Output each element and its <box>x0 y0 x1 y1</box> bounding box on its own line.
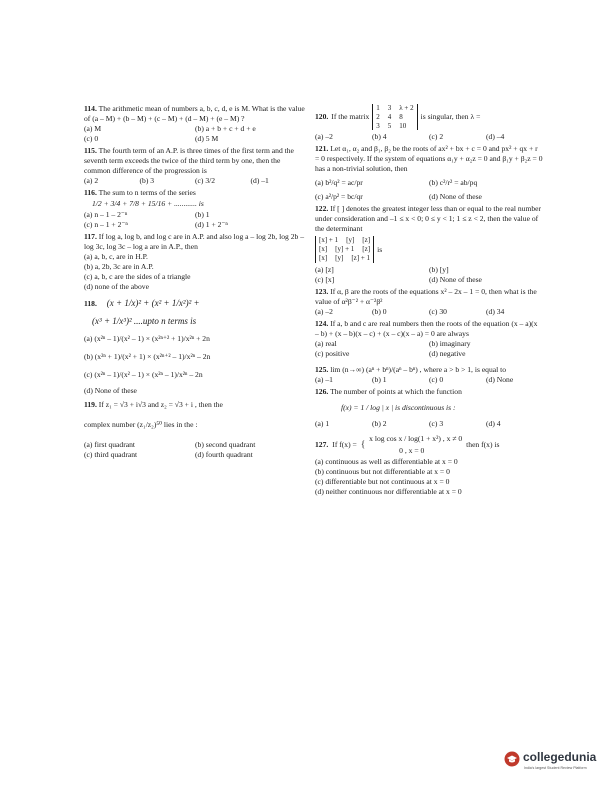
option: (d) 1 + 2⁻ⁿ <box>195 220 228 230</box>
determinant: [x] + 1 [y] [z] [x] [y] + 1 [z] [x] [y] [z] + 1 <box>315 236 374 262</box>
option: (d) none of the above <box>84 282 149 292</box>
option: (c) 0 <box>429 374 444 384</box>
question-119: 119. If z₁ = √3 + i√3 and z₂ = √3 + i , then the complex number (z₁/z₂)⁵⁰ lies in the : (a) first quadrant (b) second quadrant (c) third quadrant (d) fourth quadrant <box>84 400 306 460</box>
question-117: 117. If log a, log b, and log c are in A.P. and also log a – log 2b, log 2b – log 3c, log 3c – log a are in A.P., then (a) a, b, c, are in H.P. (b) a, 2b, 3c are in A.P. (c) a, b, c are the sides of a triangle (d) none of the above <box>84 232 304 292</box>
brand-name: collegedunia <box>523 750 597 764</box>
option: (a) 1 <box>315 418 330 428</box>
option: (d) None of these <box>84 386 137 396</box>
question-118: 118. (x + 1/x)² + (x² + 1/x²)² + (x³ + 1/x³)² ....upto n terms is (a) (x²ⁿ – 1)/(x² – 1) × (x²ⁿ⁺² + 1)/x²ⁿ + 2n (b) (x²ⁿ + 1)/(x² + 1) × (x²ⁿ⁺² – 1)/x²ⁿ – 2n (c) (x²ⁿ – 1)/(x² – 1) × (x²ⁿ – 1)/x²ⁿ – 2n (d) None of these <box>84 298 306 396</box>
option: (a) continuous as well as differentiable at x = 0 <box>315 457 458 467</box>
option: (b) 1 <box>372 374 387 384</box>
option: (b) (x²ⁿ + 1)/(x² + 1) × (x²ⁿ⁺² – 1)/x²ⁿ – 2n <box>84 352 211 362</box>
option: (b) c²/r² = ab/pq <box>429 178 478 188</box>
matrix: 1 3 λ + 2 2 4 8 3 5 10 <box>372 104 417 130</box>
question-123: 123. If α, β are the roots of the equations x² – 2x – 1 = 0, then what is the value of α²β⁻² + α⁻²β² (a) –2 (b) 0 (c) 30 (d) 34 <box>315 287 543 317</box>
option: (d) None <box>486 374 514 384</box>
option: (a) (x²ⁿ – 1)/(x² – 1) × (x²ⁿ⁺² + 1)/x²ⁿ + 2n <box>84 334 210 344</box>
question-124: 124. If a, b and c are real numbers then the roots of the equation (x – a)(x – b) + (x – b)(x – c) + (x – c)(x – a) = 0 are always (a) real (b) imaginary (c) positive (d) negative <box>315 319 543 359</box>
option: (b) continuous but not differentiable at x = 0 <box>315 467 450 477</box>
option: (c) 0 <box>84 134 99 144</box>
option: (b) 1 <box>195 210 210 220</box>
option: (a) –2 <box>315 306 333 316</box>
option: (c) (x²ⁿ – 1)/(x² – 1) × (x²ⁿ – 1)/x²ⁿ – 2n <box>84 370 203 380</box>
option: (c) [x] <box>315 274 335 284</box>
option: (a) n – 1 – 2⁻ⁿ <box>84 210 128 220</box>
piecewise-cases: x log cos x / log(1 + x²) , x ≠ 0 0 , x = 0 <box>369 433 463 455</box>
question-114: 114. The arithmetic mean of numbers a, b, c, d, e is M. What is the value of (a – M) + (b – M) + (c – M) + (d – M) + (e – M) ? (a) M (b) a + b + c + d + e (c) 0 (d) 5 M <box>84 104 305 144</box>
question-121: 121. Let α₁, α₂ and β₁, β₂ be the roots of ax² + bx + c = 0 and px² + qx + r = 0 respectively. If the system of equations α₁y + α₂z = 0 and β₁y + β₂z = 0 has a non-trivial solution, then (a) b²/q² = ac/pr (b) c²/r² = ab/pq (c) a²/p² = bc/qr (d) None of these <box>315 144 543 202</box>
option: (a) first quadrant <box>84 440 136 450</box>
option: (a) b²/q² = ac/pr <box>315 178 363 188</box>
option: (d) fourth quadrant <box>195 450 253 460</box>
complex-number-expression: complex number (z₁/z₂)⁵⁰ lies in the : <box>84 420 198 430</box>
option: (b) 3 <box>139 176 155 186</box>
right-column <box>315 104 543 499</box>
option: (d) –1 <box>250 176 269 186</box>
question-127: 127. If f(x) = { x log cos x / log(1 + x²) , x ≠ 0 0 , x = 0 then f(x) is (a) continuous as well as differentiable at x = 0 (b) continuous but not differentiable at x = 0 (c) differentiable but not continuous at x = 0 (d) neither continuous nor differentiable at x = 0 <box>315 433 543 497</box>
question-125: 125. lim (n→∞) (aⁿ + bⁿ)/(aⁿ – bⁿ) , where a > b > 1, is equal to (a) –1 (b) 1 (c) 0 (d) None <box>315 365 543 385</box>
option: (c) a, b, c are the sides of a triangle <box>84 272 191 282</box>
expression: (x + 1/x)² + (x² + 1/x²)² + <box>106 298 200 309</box>
option: (d) None of these <box>429 274 482 284</box>
option: (d) 34 <box>486 306 505 316</box>
option: (b) a, 2b, 3c are in A.P. <box>84 262 154 272</box>
function-expression: f(x) = 1 / log | x | is discontinuous is : <box>341 402 456 412</box>
option: (a) –1 <box>315 374 333 384</box>
option: (a) M <box>84 124 102 134</box>
option: (a) [z] <box>315 264 334 274</box>
expression: (x³ + 1/x³)² ....upto n terms is <box>92 316 197 327</box>
brand-tagline: India's largest Student Review Platform <box>524 766 587 770</box>
option: (d) neither continuous nor differentiable at x = 0 <box>315 487 462 497</box>
option: (a) –2 <box>315 132 333 142</box>
option: (c) 2 <box>429 132 444 142</box>
option: (b) imaginary <box>429 338 471 348</box>
option: (c) a²/p² = bc/qr <box>315 192 363 202</box>
brace-icon: { <box>360 439 366 450</box>
option: (b) [y] <box>429 264 449 274</box>
option: (c) positive <box>315 348 350 358</box>
option: (b) 2 <box>372 418 387 428</box>
option: (d) 4 <box>486 418 501 428</box>
left-column <box>84 104 306 462</box>
question-120-options <box>315 132 543 142</box>
question-120: 120. If the matrix 1 3 λ + 2 2 4 8 3 5 10 is singular, then λ = <box>315 104 481 130</box>
option: (c) third quadrant <box>84 450 138 460</box>
collegedunia-logo <box>504 749 604 777</box>
question-115: 115. The fourth term of an A.P. is three times of the first term and the seventh term exceeds the twice of the third term by one, then the common difference of the progression is (a) 2 (b) 3 (c) 3/2 (d) –1 <box>84 146 306 186</box>
option: (c) n – 1 + 2⁻ⁿ <box>84 220 128 230</box>
question-116: 116. The sum to n terms of the series 1/2 + 3/4 + 7/8 + 15/16 + ............ is (a) n – 1 – 2⁻ⁿ (b) 1 (c) n – 1 + 2⁻ⁿ (d) 1 + 2⁻ⁿ <box>84 188 306 230</box>
option: (d) –4 <box>486 132 505 142</box>
series-expression: 1/2 + 3/4 + 7/8 + 15/16 + ............ is <box>92 199 204 209</box>
option: (c) differentiable but not continuous at x = 0 <box>315 477 450 487</box>
question-122: 122. If [ ] denotes the greatest integer less than or equal to the real number under consideration and –1 ≤ x < 0; 0 ≤ y < 1; 1 ≤ z < 2, then the value of the determinant [x] + 1 [y] [z] [x] [y] + 1 [z] [x] [y] [z] + 1 is (a) [z] (b) [y] (c) [x] (d) None of these <box>315 204 542 284</box>
option: (c) 3/2 <box>195 176 216 186</box>
graduation-cap-icon <box>504 751 520 767</box>
option: (b) 0 <box>372 306 387 316</box>
option: (d) 5 M <box>195 134 219 144</box>
option: (c) 3 <box>429 418 444 428</box>
option: (d) negative <box>429 348 466 358</box>
option: (d) None of these <box>429 192 482 202</box>
option: (a) 2 <box>84 176 99 186</box>
option: (b) a + b + c + d + e <box>195 124 256 134</box>
question-126: 126. The number of points at which the function f(x) = 1 / log | x | is discontinuous is : (a) 1 (b) 2 (c) 3 (d) 4 <box>315 387 543 429</box>
option: (b) 4 <box>372 132 387 142</box>
option: (a) a, b, c, are in H.P. <box>84 252 148 262</box>
option: (a) real <box>315 338 337 348</box>
option: (b) second quadrant <box>195 440 256 450</box>
option: (c) 30 <box>429 306 447 316</box>
